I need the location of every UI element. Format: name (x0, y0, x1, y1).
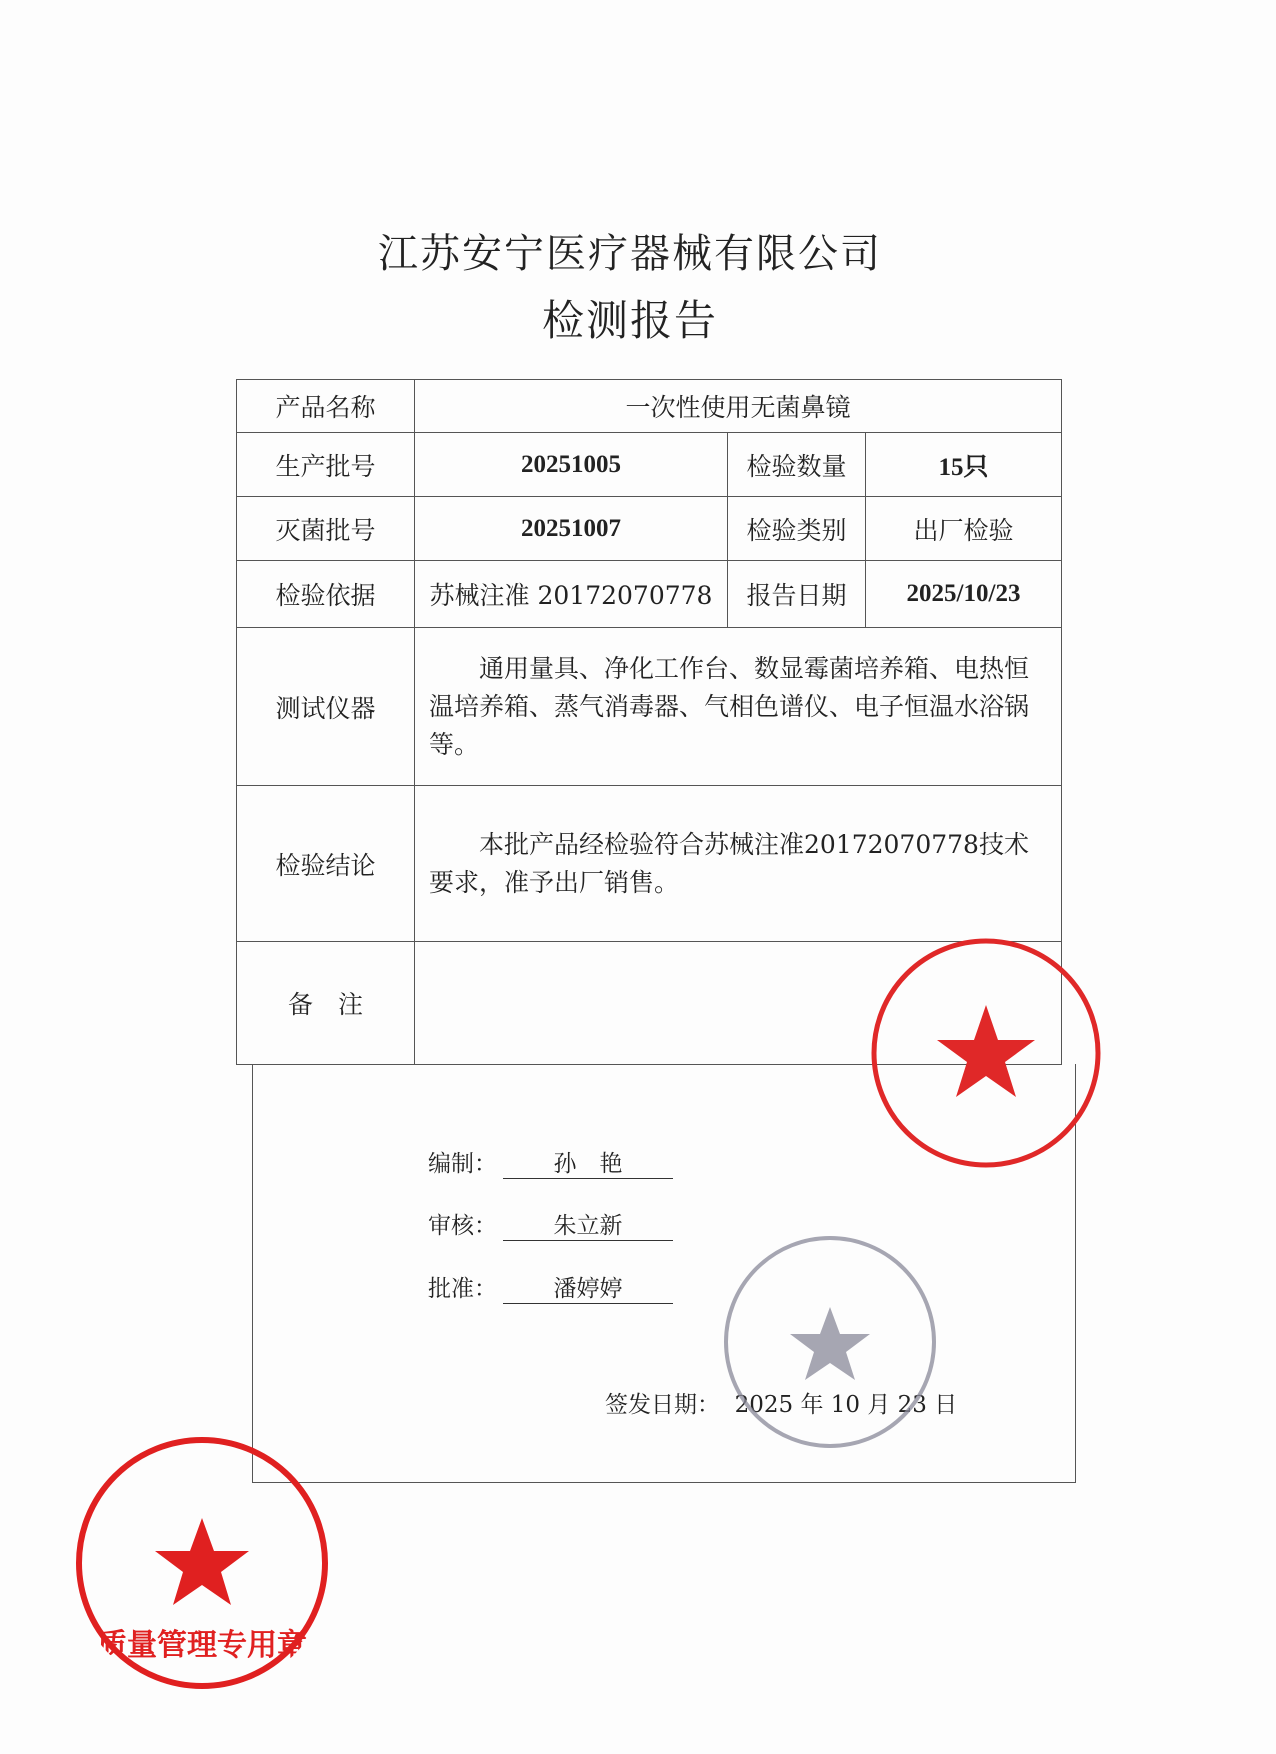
compiled-row (428, 1145, 673, 1179)
quality-seal-sub: 质量管理专用章 (97, 1628, 307, 1663)
red-quality-seal (72, 1433, 332, 1693)
reviewed-name: 朱立新 (503, 1207, 673, 1241)
batch-label: 生产批号 (237, 433, 415, 497)
qty-value: 15只 (866, 433, 1062, 497)
company-title: 江苏安宁医疗器械有限公司 (378, 231, 882, 277)
reviewed-row (428, 1207, 673, 1241)
reviewed-label: 审核： (428, 1213, 497, 1239)
compiled-label: 编制： (428, 1151, 497, 1177)
type-label: 检验类别 (728, 497, 866, 561)
type-value: 出厂检验 (866, 497, 1062, 561)
product-name: 一次性使用无菌鼻镜 (415, 380, 1062, 433)
batch-value: 20251005 (415, 433, 728, 497)
approved-name: 潘婷婷 (503, 1270, 673, 1304)
approved-label: 批准： (428, 1276, 497, 1302)
approved-row (428, 1270, 673, 1304)
instruments-label: 测试仪器 (237, 628, 415, 786)
conclusion-value: 本批产品经检验符合苏械注准20172070778技术要求，准予出厂销售。 (415, 786, 1062, 942)
remarks-label: 备 注 (237, 942, 415, 1065)
date-value: 2025/10/23 (866, 561, 1062, 628)
gray-inspection-seal (720, 1232, 940, 1452)
conclusion-label: 检验结论 (237, 786, 415, 942)
date-label: 报告日期 (728, 561, 866, 628)
issue-date: 2025 年 10 月 23 日 (734, 1392, 958, 1418)
issue-label: 签发日期： (605, 1392, 720, 1418)
compiled-name: 孙 艳 (503, 1145, 673, 1179)
instruments-value: 通用量具、净化工作台、数显霉菌培养箱、电热恒温培养箱、蒸气消毒器、气相色谱仪、电子恒温水浴锅等。 (415, 628, 1062, 786)
steril-label: 灭菌批号 (237, 497, 415, 561)
product-name-label: 产品名称 (237, 380, 415, 433)
red-company-seal (868, 935, 1104, 1171)
basis-value: 苏械注准 20172070778 (415, 561, 728, 628)
basis-label: 检验依据 (237, 561, 415, 628)
steril-value: 20251007 (415, 497, 728, 561)
qty-label: 检验数量 (728, 433, 866, 497)
report-title: 检测报告 (541, 296, 718, 345)
